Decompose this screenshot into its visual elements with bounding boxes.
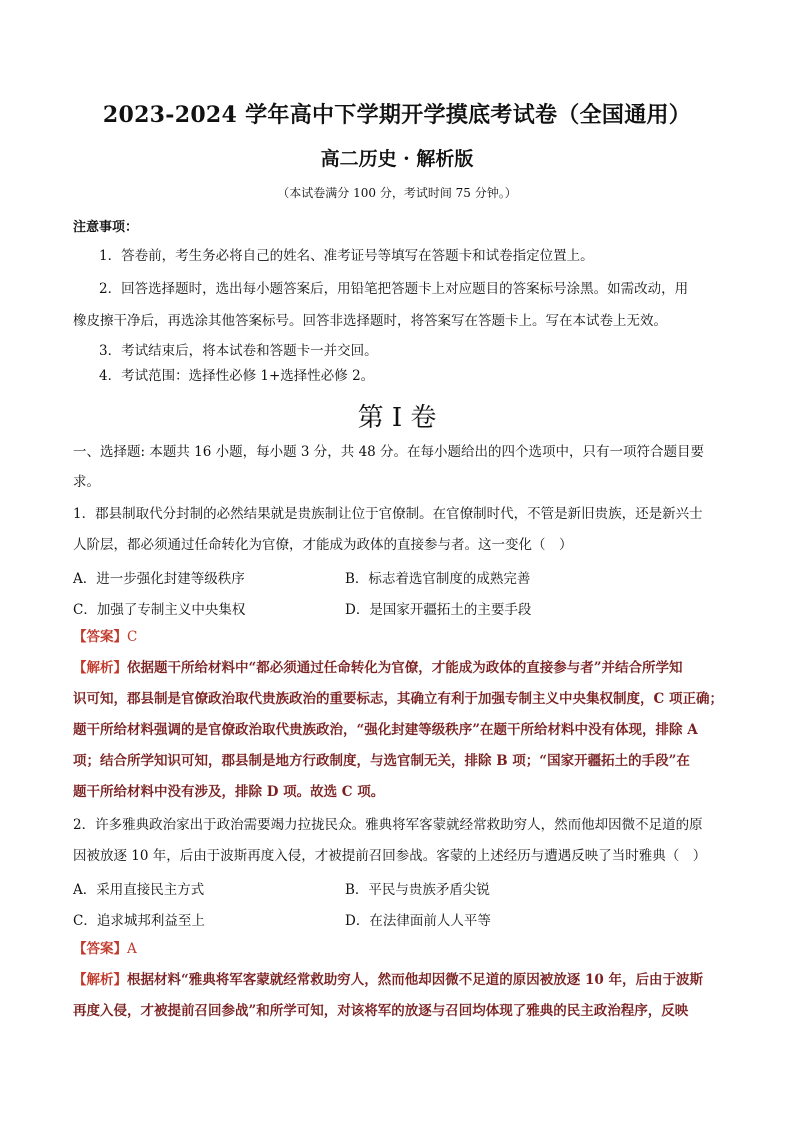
option-d: D．是国家开疆拓土的主要手段 xyxy=(345,602,532,618)
option-a: A．采用直接民主方式 xyxy=(73,882,205,898)
option-a: A．进一步强化封建等级秩序 xyxy=(73,571,245,587)
option-b: B．标志着选官制度的成熟完善 xyxy=(345,571,531,587)
analysis-line: 题干所给材料中没有涉及，排除 D 项。故选 C 项。 xyxy=(73,784,385,800)
notice-item: 4．考试范围：选择性必修 1+选择性必修 2。 xyxy=(99,368,375,384)
option-c: C．追求城邦利益至上 xyxy=(73,913,205,929)
notice-item: 2．回答选择题时，选出每小题答案后，用铅笔把答题卡上对应题目的答案标号涂黑。如需改动，用 xyxy=(99,281,689,297)
section-intro: 一、选择题: 本题共 16 小题，每小题 3 分，共 48 分。在每小题给出的四个选项中，只有一项符合题目要 xyxy=(73,444,705,460)
analysis-label: 【解析】 xyxy=(73,972,127,988)
analysis-line: 【解析】依据题干所给材料中“都必须通过任命转化为官僚，才能成为政体的直接参与者”并结合所学知 xyxy=(73,660,683,676)
analysis-line: 题干所给材料强调的是官僚政治取代贵族政治，“强化封建等级秩序”在题干所给材料中没有体现，排除 A xyxy=(73,722,698,738)
notice-item: 3．考试结束后，将本试卷和答题卡一并交回。 xyxy=(99,343,378,359)
analysis-line: 项；结合所学知识可知，郡县制是地方行政制度，与选官制无关，排除 B 项；“国家开疆拓土的手段”在 xyxy=(73,753,690,769)
exam-note: （本试卷满分 100 分，考试时间 75 分钟。） xyxy=(277,186,517,200)
option-c: C．加强了专制主义中央集权 xyxy=(73,602,246,618)
option-d: D．在法律面前人人平等 xyxy=(345,913,491,929)
question-stem: 1．郡县制取代分封制的必然结果就是贵族制让位于官僚制。在官僚制时代，不管是新旧贵族，还是新兴士 xyxy=(73,506,703,522)
section-intro: 求。 xyxy=(73,474,100,490)
question-stem: 人阶层，都必须通过任命转化为官僚，才能成为政体的直接参与者。这一变化（ ） xyxy=(73,537,573,553)
analysis-line: 识可知，郡县制是官僚政治取代贵族政治的重要标志，其确立有利于加强专制主义中央集权制度，C 项正确； xyxy=(73,691,723,707)
answer-value: A xyxy=(127,941,137,957)
option-b: B．平民与贵族矛盾尖锐 xyxy=(345,882,490,898)
notice-heading: 注意事项： xyxy=(73,220,139,235)
question-stem: 2．许多雅典政治家出于政治需要竭力拉拢民众。雅典将军客蒙就经常救助穷人，然而他却因微不足道的原 xyxy=(73,817,703,833)
analysis-label: 【解析】 xyxy=(73,660,127,676)
answer-label: 【答案】 xyxy=(73,941,127,957)
analysis-line: 【解析】根据材料“雅典将军客蒙就经常救助穷人，然而他却因微不足道的原因被放逐 10 年，后由于波斯 xyxy=(73,972,703,988)
answer-label: 【答案】 xyxy=(73,629,127,645)
notice-item: 橡皮擦干净后，再选涂其他答案标号。回答非选择题时，将答案写在答题卡上。写在本试卷上无效。 xyxy=(73,313,667,329)
exam-subtitle: 高二历史 · 解析版 xyxy=(320,148,474,170)
answer-value: C xyxy=(127,629,138,645)
exam-title: 2023-2024 学年高中下学期开学摸底考试卷（全国通用） xyxy=(102,102,692,128)
question-stem: 因被放逐 10 年，后由于波斯再度入侵，才被提前召回参战。客蒙的上述经历与遭遇反映了当时雅典（ ） xyxy=(73,848,707,864)
analysis-line: 再度入侵，才被提前召回参战”和所学可知，对该将军的放逐与召回均体现了雅典的民主政治程序，反映 xyxy=(73,1003,689,1019)
volume-heading: 第 I 卷 xyxy=(357,403,437,433)
answer-line xyxy=(73,627,137,647)
answer-line xyxy=(73,939,137,959)
notice-item: 1．答卷前，考生务必将自己的姓名、准考证号等填写在答题卡和试卷指定位置上。 xyxy=(99,248,594,264)
